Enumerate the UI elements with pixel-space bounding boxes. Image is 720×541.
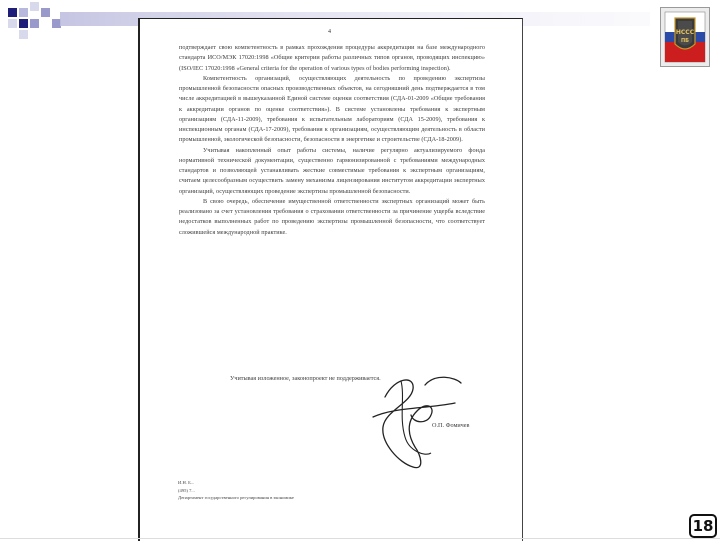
organization-logo bbox=[660, 7, 710, 67]
letter-body bbox=[179, 43, 485, 238]
paragraph-3: Учитывая накопленный опыт работы системы, наличие регулярно актуализируемого фонда нормативной технической документации, существенно гармонизированной с требованиями международных стандартов и позволяющей устанавливать жесткие совместимые требования к экспертным организациям, считаем целесообразным осуществить замену механизма лицензирования институтом аккредитации экспертных организаций, осуществляющих проведение экспертизы промышленной безопасности. bbox=[179, 146, 485, 195]
closing-line: Учитывая изложенное, законопроект не поддерживается. bbox=[230, 375, 381, 382]
logo-subtext: ПБ bbox=[681, 38, 689, 44]
logo-text: НССС bbox=[675, 29, 695, 36]
signatory-name: О.П. Фомичев bbox=[432, 422, 470, 429]
page-marker: 4 bbox=[328, 29, 331, 35]
paragraph-4: В свою очередь, обеспечение имущественной ответственности экспертных организаций может быть реализовано за счет установления требования о страховании ответственности за причинение ущерба вследствие недостатков выполненных работ по проведению экспертизы промышленной безопасности, что соответствует сложившейся международной практике. bbox=[179, 197, 485, 236]
paragraph-1: подтверждает свою компетентность в рамках прохождения процедуры аккредитации на базе международного стандарта ИСО/МЭК 17020:1998 «Общие критерии работы различных типов органов, проводящих инспекцию» (ISO/IEC 17020:1998 «General criteria for the operation of various types of bodies performing inspection). bbox=[179, 44, 485, 72]
contact-line: Департамент государственного регулирования в экономике bbox=[178, 495, 294, 500]
contact-line: (495) 7... bbox=[178, 487, 195, 493]
scanned-letter-page bbox=[138, 18, 523, 541]
contact-info bbox=[178, 479, 294, 502]
shield-flag-icon bbox=[661, 8, 709, 66]
bottom-divider bbox=[0, 538, 720, 539]
slide-page-number: 18 bbox=[689, 514, 717, 538]
contact-line: И.Н. Б... bbox=[178, 480, 195, 485]
paragraph-2: Компетентность организаций, осуществляющих деятельность по проведению экспертизы промышленной безопасности опасных производственных объектов, на сегодняшний день подтверждается в том числе аккредитацией в вышеуказанной Единой системе оценки соответствия (СДА-01-2009 «Общие требования к аккредитации органов по оценке соответствия»). В системе установлены требования к экспертным организациям (СДА-11-2009), требования к испытательным лабораториям (СДА 15-2009), требования к инспекционным органам (СДА-17-2009), требования к организациям, осуществляющим деятельность в области промышленной, экологической безопасности, безопасности в энергетике и строительстве (СДА-18-2009). bbox=[179, 74, 485, 144]
